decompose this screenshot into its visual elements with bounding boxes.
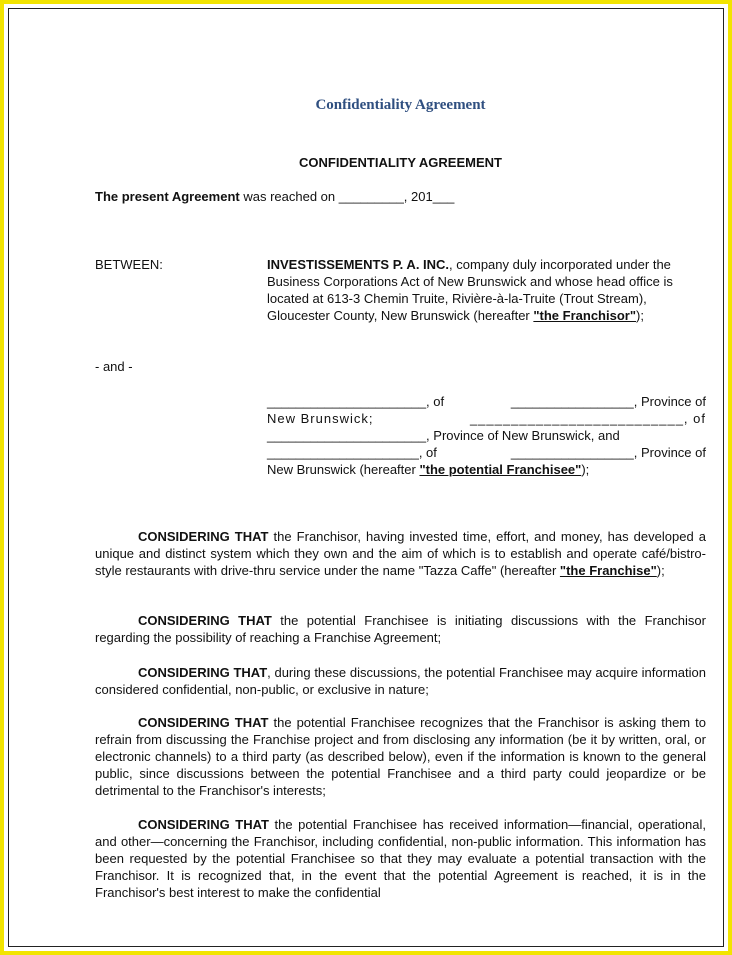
document-heading: CONFIDENTIALITY AGREEMENT [299, 155, 502, 170]
franchisee-line-3 [267, 427, 706, 444]
considering-text: the Franchisor, having invested time, effort, and money, has developed a unique and distinct system which they own and the aim of which is to establish and operate café/bistro-style restaurants with drive-thru service under the name "Tazza Caffe" (hereafter [95, 529, 706, 578]
franchisee-defined-term: "the potential Franchisee" [419, 462, 582, 477]
banner-title: Confidentiality Agreement [315, 97, 486, 113]
franchisee-line-1a: ______________________, of [267, 394, 445, 409]
franchise-defined-term: "the Franchise" [559, 563, 657, 578]
franchisor-text: , company duly incorporated under the Business Corporations Act of New Brunswick and whose head office is located at 613-3 Chemin Truite, Rivière-à-la-Truite (Trout Stream), Gloucester County, New Brunswick (hereafter [267, 257, 673, 323]
franchisor-defined-term: "the Franchisor" [533, 308, 636, 323]
franchisee-block [267, 393, 706, 478]
franchisee-line-5-end: ); [581, 462, 590, 477]
franchisee-line-2a: New Brunswick; [267, 411, 374, 426]
franchisee-line-4 [267, 444, 706, 461]
considering-end: ); [656, 563, 665, 578]
franchisor-block [267, 256, 706, 324]
considering-text: the potential Franchisee has received information—financial, operational, and other—concerning the Franchisor, including confidential, non-public information. This information has been requested by the potential Franchisee so that they may evaluate a potential transaction with the Franchisor. It is recognized that, in the event that the potential Agreement is reached, it is in the Franchisor's best interest to make the confidential [95, 817, 706, 900]
and-label: - and - [95, 359, 133, 374]
franchisor-name: INVESTISSEMENTS P. A. INC. [267, 257, 450, 272]
franchisee-line-3a: ______________________, Province of New Brunswick, and [267, 428, 620, 443]
considering-paragraph-2 [95, 612, 706, 646]
considering-lead: CONSIDERING THAT [138, 613, 272, 628]
considering-lead: CONSIDERING THAT [138, 817, 269, 832]
franchisor-end: ); [636, 308, 644, 323]
between-label: BETWEEN: [95, 257, 163, 272]
considering-paragraph-4 [95, 714, 706, 799]
franchisee-line-4b: _________________, Province of [510, 445, 706, 460]
considering-text: the potential Franchisee is initiating discussions with the Franchisor regarding the possibility of reaching a Franchise Agreement; [95, 613, 706, 645]
considering-lead: CONSIDERING THAT [138, 529, 269, 544]
document-page [8, 8, 724, 947]
considering-text: , during these discussions, the potential Franchisee may acquire information considered confidential, non-public, or exclusive in nature; [95, 665, 706, 697]
considering-text: the potential Franchisee recognizes that the Franchisor is asking them to refrain from discussing the Franchise project and from disclosing any information (be it by written, oral, or electronic channels) to a third party (as described below), even if the information is known to the general public, since discussions between the potential Franchisee and a third party could jeopardize or be detrimental to the Franchisor's interests; [95, 715, 706, 798]
intro-line [95, 189, 454, 204]
intro-text: was reached on _________, 201___ [239, 189, 455, 204]
intro-bold: The present Agreement [95, 189, 240, 204]
franchisee-line-2 [267, 410, 706, 427]
franchisee-line-1 [267, 393, 706, 410]
franchisee-line-5 [267, 461, 706, 478]
considering-paragraph-1 [95, 528, 706, 579]
considering-lead: CONSIDERING THAT [138, 665, 268, 680]
considering-paragraph-5 [95, 816, 706, 901]
franchisee-line-2b: __________________________, of [469, 411, 706, 426]
considering-paragraph-3 [95, 664, 706, 698]
franchisee-line-1b: _________________, Province of [510, 394, 706, 409]
considering-lead: CONSIDERING THAT [138, 715, 269, 730]
franchisee-line-5-text: New Brunswick (hereafter [267, 462, 420, 477]
franchisee-line-4a: _____________________, of [267, 445, 437, 460]
